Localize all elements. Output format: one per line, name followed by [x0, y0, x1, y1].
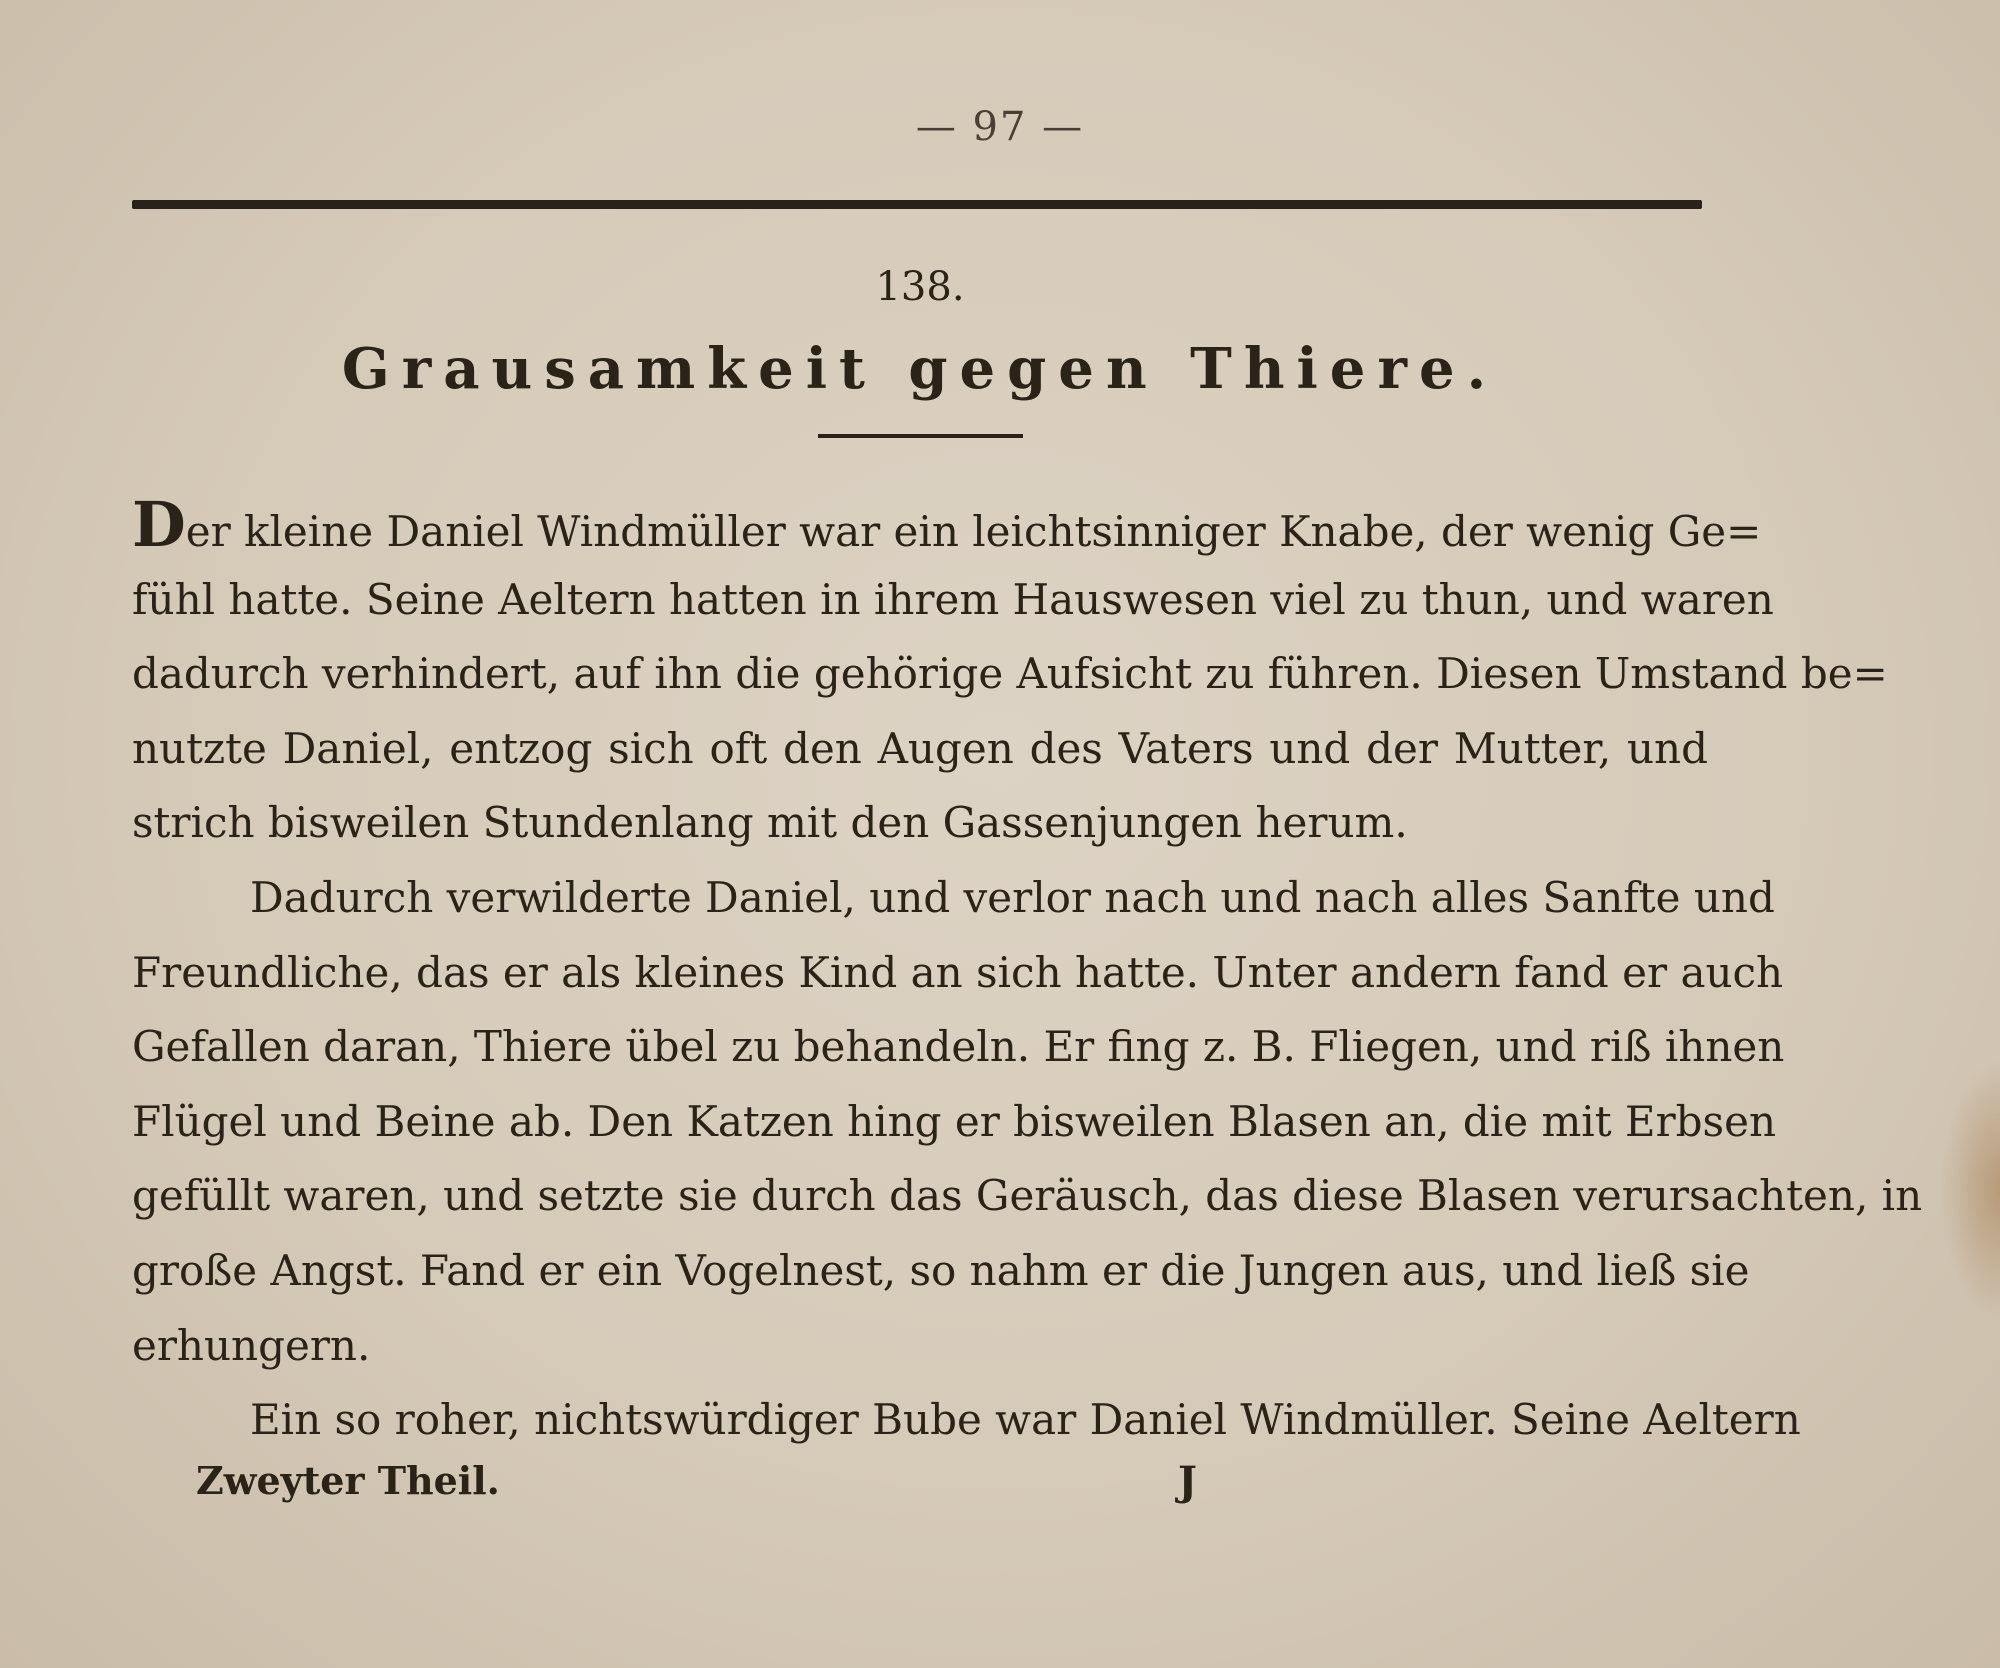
- text-line: Freundliche, das er als kleines Kind an sich hatte. Unter andern fand er auch: [132, 947, 1784, 997]
- text-line: nutzte Daniel, entzog sich oft den Augen des Vaters und der Mutter, und: [132, 723, 1708, 773]
- text-line: große Angst. Fand er ein Vogelnest, so nahm er die Jungen aus, und ließ sie: [132, 1245, 1750, 1295]
- header-rule: [132, 200, 1702, 209]
- text-line: [132, 488, 1762, 563]
- paper-stain: [1940, 1060, 2000, 1320]
- title-rule: [818, 434, 1023, 438]
- text-line: erhungern.: [132, 1320, 371, 1370]
- text-line: Ein so roher, nichtswürdiger Bube war Daniel Windmüller. Seine Aeltern: [250, 1395, 1801, 1445]
- section-number: 138.: [875, 264, 965, 310]
- section-title: Grausamkeit gegen Thiere.: [341, 336, 1499, 402]
- text-line: dadurch verhindert, auf ihn die gehörige Aufsicht zu führen. Diesen Umstand be=: [132, 649, 1888, 699]
- text-line: strich bisweilen Stundenlang mit den Gassenjungen herum.: [132, 798, 1408, 848]
- drop-cap: D: [132, 488, 186, 561]
- signature-line: Zweyter Theil.: [196, 1458, 500, 1503]
- text-line: Flügel und Beine ab. Den Katzen hing er bisweilen Blasen an, die mit Erbsen: [132, 1096, 1777, 1146]
- text-line: fühl hatte. Seine Aeltern hatten in ihrem Hauswesen viel zu thun, und waren: [132, 574, 1774, 624]
- text-line: gefüllt waren, und setzte sie durch das Geräusch, das diese Blasen verursachten, in: [132, 1171, 1923, 1221]
- text-line: Gefallen daran, Thiere übel zu behandeln. Er fing z. B. Fliegen, und riß ihnen: [132, 1022, 1785, 1072]
- signature-mark: J: [1178, 1458, 1197, 1505]
- body-text: [132, 488, 1923, 1458]
- text-line: Dadurch verwilderte Daniel, und verlor nach und nach alles Sanfte und: [250, 872, 1775, 922]
- line-text: er kleine Daniel Windmüller war ein leichtsinniger Knabe, der wenig Ge=: [185, 507, 1762, 556]
- page-number: — 97 —: [915, 104, 1085, 150]
